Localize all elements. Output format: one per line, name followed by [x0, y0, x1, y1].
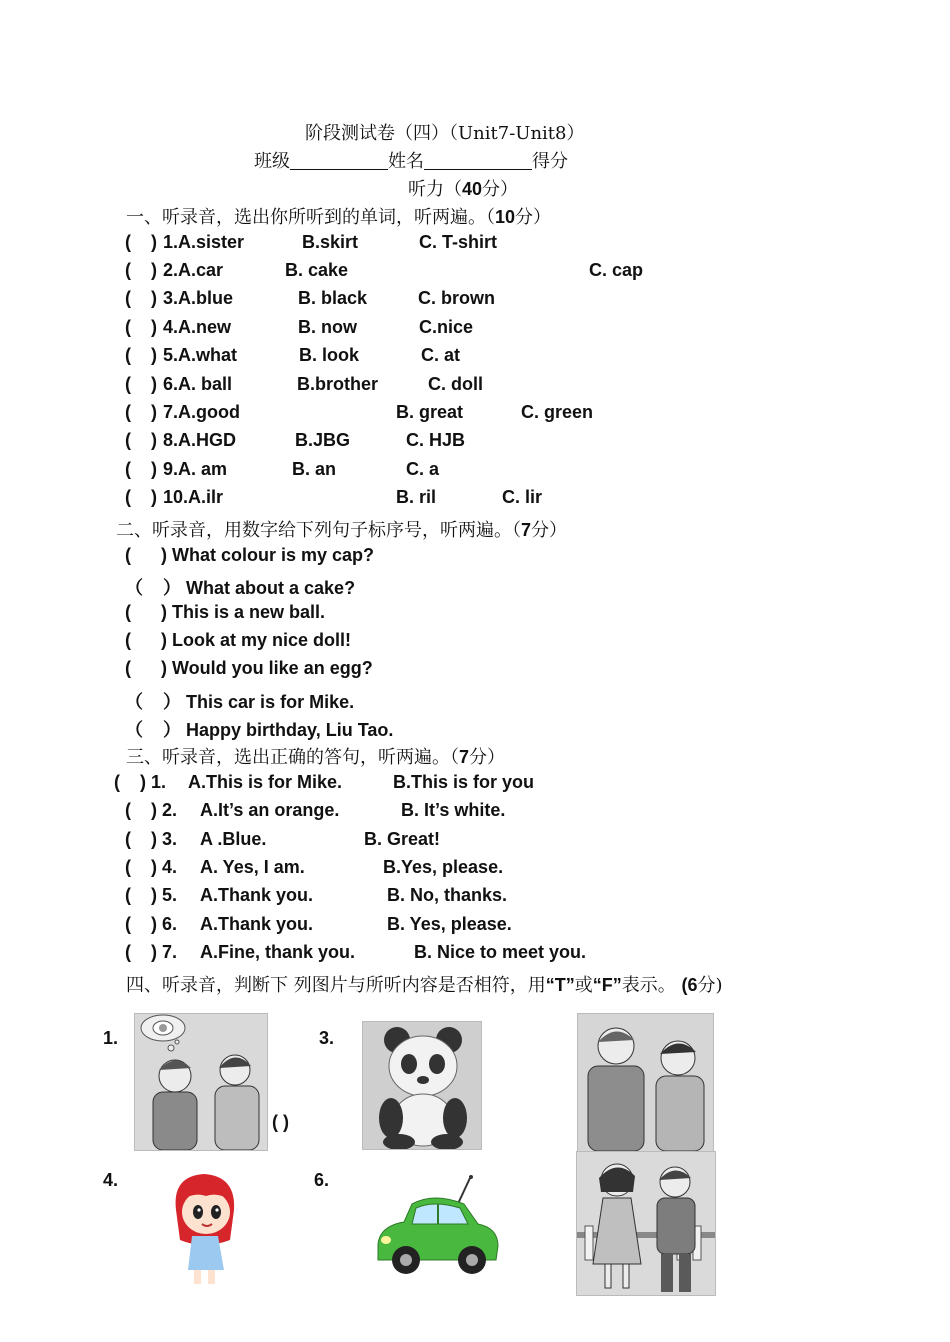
part3-heading: 三、听录音，选出正确的答句，听两遍。（7分） [126, 747, 506, 768]
answer-paren-left[interactable]: ( [125, 914, 131, 934]
option-a: A.blue [178, 288, 234, 308]
answer-paren-left[interactable]: ( [125, 857, 131, 877]
option-a: A.ilr [188, 487, 224, 507]
answer-paren-right: ) [151, 459, 157, 479]
option-b: B. cake [285, 260, 349, 280]
question-number-and-option-a [163, 288, 233, 309]
sentence-item [125, 545, 374, 566]
option-a: A.It’s an orange. [200, 800, 340, 820]
score-label: 得分 [532, 151, 568, 172]
answer-paren-left[interactable]: ( [125, 459, 131, 479]
option-c: C. T-shirt [419, 232, 498, 252]
answer-paren-right: ) [151, 430, 157, 450]
option-c: C. green [521, 402, 594, 422]
answer-paren[interactable]: ( ) [125, 630, 167, 650]
picture-label-6: 6. [314, 1170, 330, 1190]
question-number: 5. [163, 345, 179, 365]
question-number: ) 3. [151, 829, 178, 849]
question-number-and-option-a [163, 487, 223, 508]
option-c: C. doll [428, 374, 483, 394]
sentence-text: Would you like an egg? [172, 658, 373, 678]
option-c: C. HJB [406, 430, 466, 450]
question-number: 4. [163, 317, 179, 337]
part4-heading: 四、听录音，判断下 列图片与所听内容是否相符，用“T”或“F”表示。 (6分) [126, 975, 723, 996]
answer-paren[interactable]: ( ) [125, 602, 167, 622]
option-b: B. Great! [364, 829, 441, 849]
answer-paren-left[interactable]: ( [125, 232, 131, 252]
sentence-text: Look at my nice doll! [172, 630, 352, 650]
name-label: 姓名 [388, 151, 424, 172]
picture-label-1: 1. [103, 1028, 119, 1048]
question-number: 1. [163, 232, 179, 252]
option-c: C. a [406, 459, 440, 479]
picture-green-car [370, 1174, 502, 1284]
answer-paren[interactable]: （ ） [125, 720, 182, 740]
question-number: 8. [163, 430, 179, 450]
question-number-and-option-a [163, 459, 227, 480]
option-a: A. Yes, I am. [200, 857, 305, 877]
answer-paren[interactable]: ( ) [272, 1112, 289, 1132]
answer-paren-left[interactable]: ( [125, 487, 131, 507]
picture-two-boys [577, 1013, 714, 1152]
option-b: B.Yes, please. [383, 857, 504, 877]
answer-paren-left[interactable]: ( [125, 430, 131, 450]
option-b: B.JBG [295, 430, 351, 450]
question-number: 3. [163, 288, 179, 308]
option-c: C. brown [418, 288, 495, 308]
option-a: A.what [178, 345, 238, 365]
answer-paren-left[interactable]: ( [125, 800, 131, 820]
question-number-and-option-a [163, 260, 223, 281]
picture-panda [362, 1021, 482, 1150]
sentence-text: What about a cake? [186, 578, 356, 598]
answer-paren-right: ) [151, 487, 157, 507]
question-number: ) 6. [151, 914, 178, 934]
question-number: ) 2. [151, 800, 178, 820]
option-c: C. at [421, 345, 461, 365]
picture-label-3: 3. [319, 1028, 335, 1048]
option-b: B.This is for you [393, 772, 535, 792]
question-number: 9. [163, 459, 179, 479]
sentence-item [125, 602, 325, 623]
sentence-text: What colour is my cap? [172, 545, 375, 565]
answer-paren-right: ) [151, 374, 157, 394]
answer-paren[interactable]: （ ） [125, 692, 182, 712]
sentence-text: This car is for Mike. [186, 692, 355, 712]
picture-girl-red-hair [168, 1170, 240, 1288]
option-b: B. look [299, 345, 360, 365]
option-b: B. ril [396, 487, 437, 507]
option-a: A.new [178, 317, 232, 337]
question-number: 2. [163, 260, 179, 280]
option-a: A.This is for Mike. [188, 772, 343, 792]
question-number: ) 1. [140, 772, 167, 792]
answer-paren-left[interactable]: ( [125, 942, 131, 962]
question-number: ) 5. [151, 885, 178, 905]
option-b: B. black [298, 288, 368, 308]
option-a: A.car [178, 260, 224, 280]
option-a: A.Fine, thank you. [200, 942, 356, 962]
option-a: A.Thank you. [200, 885, 314, 905]
answer-paren-left[interactable]: ( [125, 885, 131, 905]
option-b: B. Yes, please. [387, 914, 512, 934]
picture-men-thinking-egg [134, 1013, 268, 1151]
option-a: A.Thank you. [200, 914, 314, 934]
class-label: 班级 [254, 151, 290, 172]
question-number-and-option-a [163, 430, 236, 451]
sentence-item [125, 688, 354, 714]
option-a: A .Blue. [200, 829, 267, 849]
option-a: A. am [178, 459, 228, 479]
question-number: 6. [163, 374, 179, 394]
option-b: B.brother [297, 374, 378, 394]
info-line [254, 147, 568, 173]
answer-paren-left[interactable]: ( [125, 402, 131, 422]
name-blank[interactable] [424, 151, 532, 170]
answer-paren-right: ) [151, 402, 157, 422]
question-number: 7. [163, 402, 179, 422]
option-a: A.HGD [178, 430, 237, 450]
picture-label-4: 4. [103, 1170, 119, 1190]
option-c: C. cap [589, 260, 644, 280]
option-a: A.sister [178, 232, 245, 252]
option-b: B. It’s white. [401, 800, 506, 820]
question-number-and-option-a [163, 374, 232, 395]
option-b: B. great [396, 402, 464, 422]
answer-paren-right: ) [151, 260, 157, 280]
answer-paren-right: ) [151, 232, 157, 252]
answer-paren-left[interactable]: ( [125, 288, 131, 308]
question-number-and-option-a [163, 345, 237, 366]
answer-paren-right: ) [151, 345, 157, 365]
option-b: B.skirt [302, 232, 359, 252]
option-b: B. No, thanks. [387, 885, 508, 905]
question-number-and-option-a [163, 402, 240, 423]
answer-paren-right: ) [151, 288, 157, 308]
listening-heading: 听力（40分） [408, 179, 519, 200]
question-number-and-option-a [163, 232, 244, 253]
option-c: C.nice [419, 317, 474, 337]
question-number: ) 4. [151, 857, 178, 877]
picture-boy-girl-fence [576, 1151, 716, 1296]
option-c: C. lir [502, 487, 543, 507]
class-blank[interactable] [290, 151, 388, 170]
answer-paren-left[interactable]: ( [125, 317, 131, 337]
sentence-text: This is a new ball. [172, 602, 326, 622]
answer-paren-right: ) [151, 317, 157, 337]
answer-paren[interactable]: ( ) [125, 545, 167, 565]
question-number: 10. [163, 487, 189, 507]
option-a: A. ball [178, 374, 233, 394]
page-title: 阶段测试卷（四）（Unit7-Unit8） [305, 123, 585, 144]
answer-paren-left[interactable]: ( [125, 374, 131, 394]
option-b: B. an [292, 459, 337, 479]
answer-paren-left[interactable]: ( [114, 772, 120, 792]
answer-paren-left[interactable]: ( [125, 345, 131, 365]
option-b: B. now [298, 317, 357, 337]
part2-heading: 二、听录音，用数字给下列句子标序号，听两遍。（7分） [116, 520, 568, 541]
option-a: A.good [178, 402, 240, 422]
sentence-item [125, 630, 351, 651]
part1-heading: 一、听录音，选出你所听到的单词，听两遍。（10分） [126, 207, 552, 228]
sentence-text: Happy birthday, Liu Tao. [186, 720, 394, 740]
option-b: B. Nice to meet you. [414, 942, 587, 962]
answer-paren-left[interactable]: ( [125, 260, 131, 280]
answer-paren[interactable]: ( ) [125, 658, 167, 678]
answer-paren-left[interactable]: ( [125, 829, 131, 849]
sentence-item [125, 658, 373, 679]
question-number-and-option-a [163, 317, 231, 338]
sentence-item [125, 716, 393, 742]
answer-paren[interactable]: （ ） [125, 578, 182, 598]
question-number: ) 7. [151, 942, 178, 962]
sentence-item [125, 574, 355, 600]
